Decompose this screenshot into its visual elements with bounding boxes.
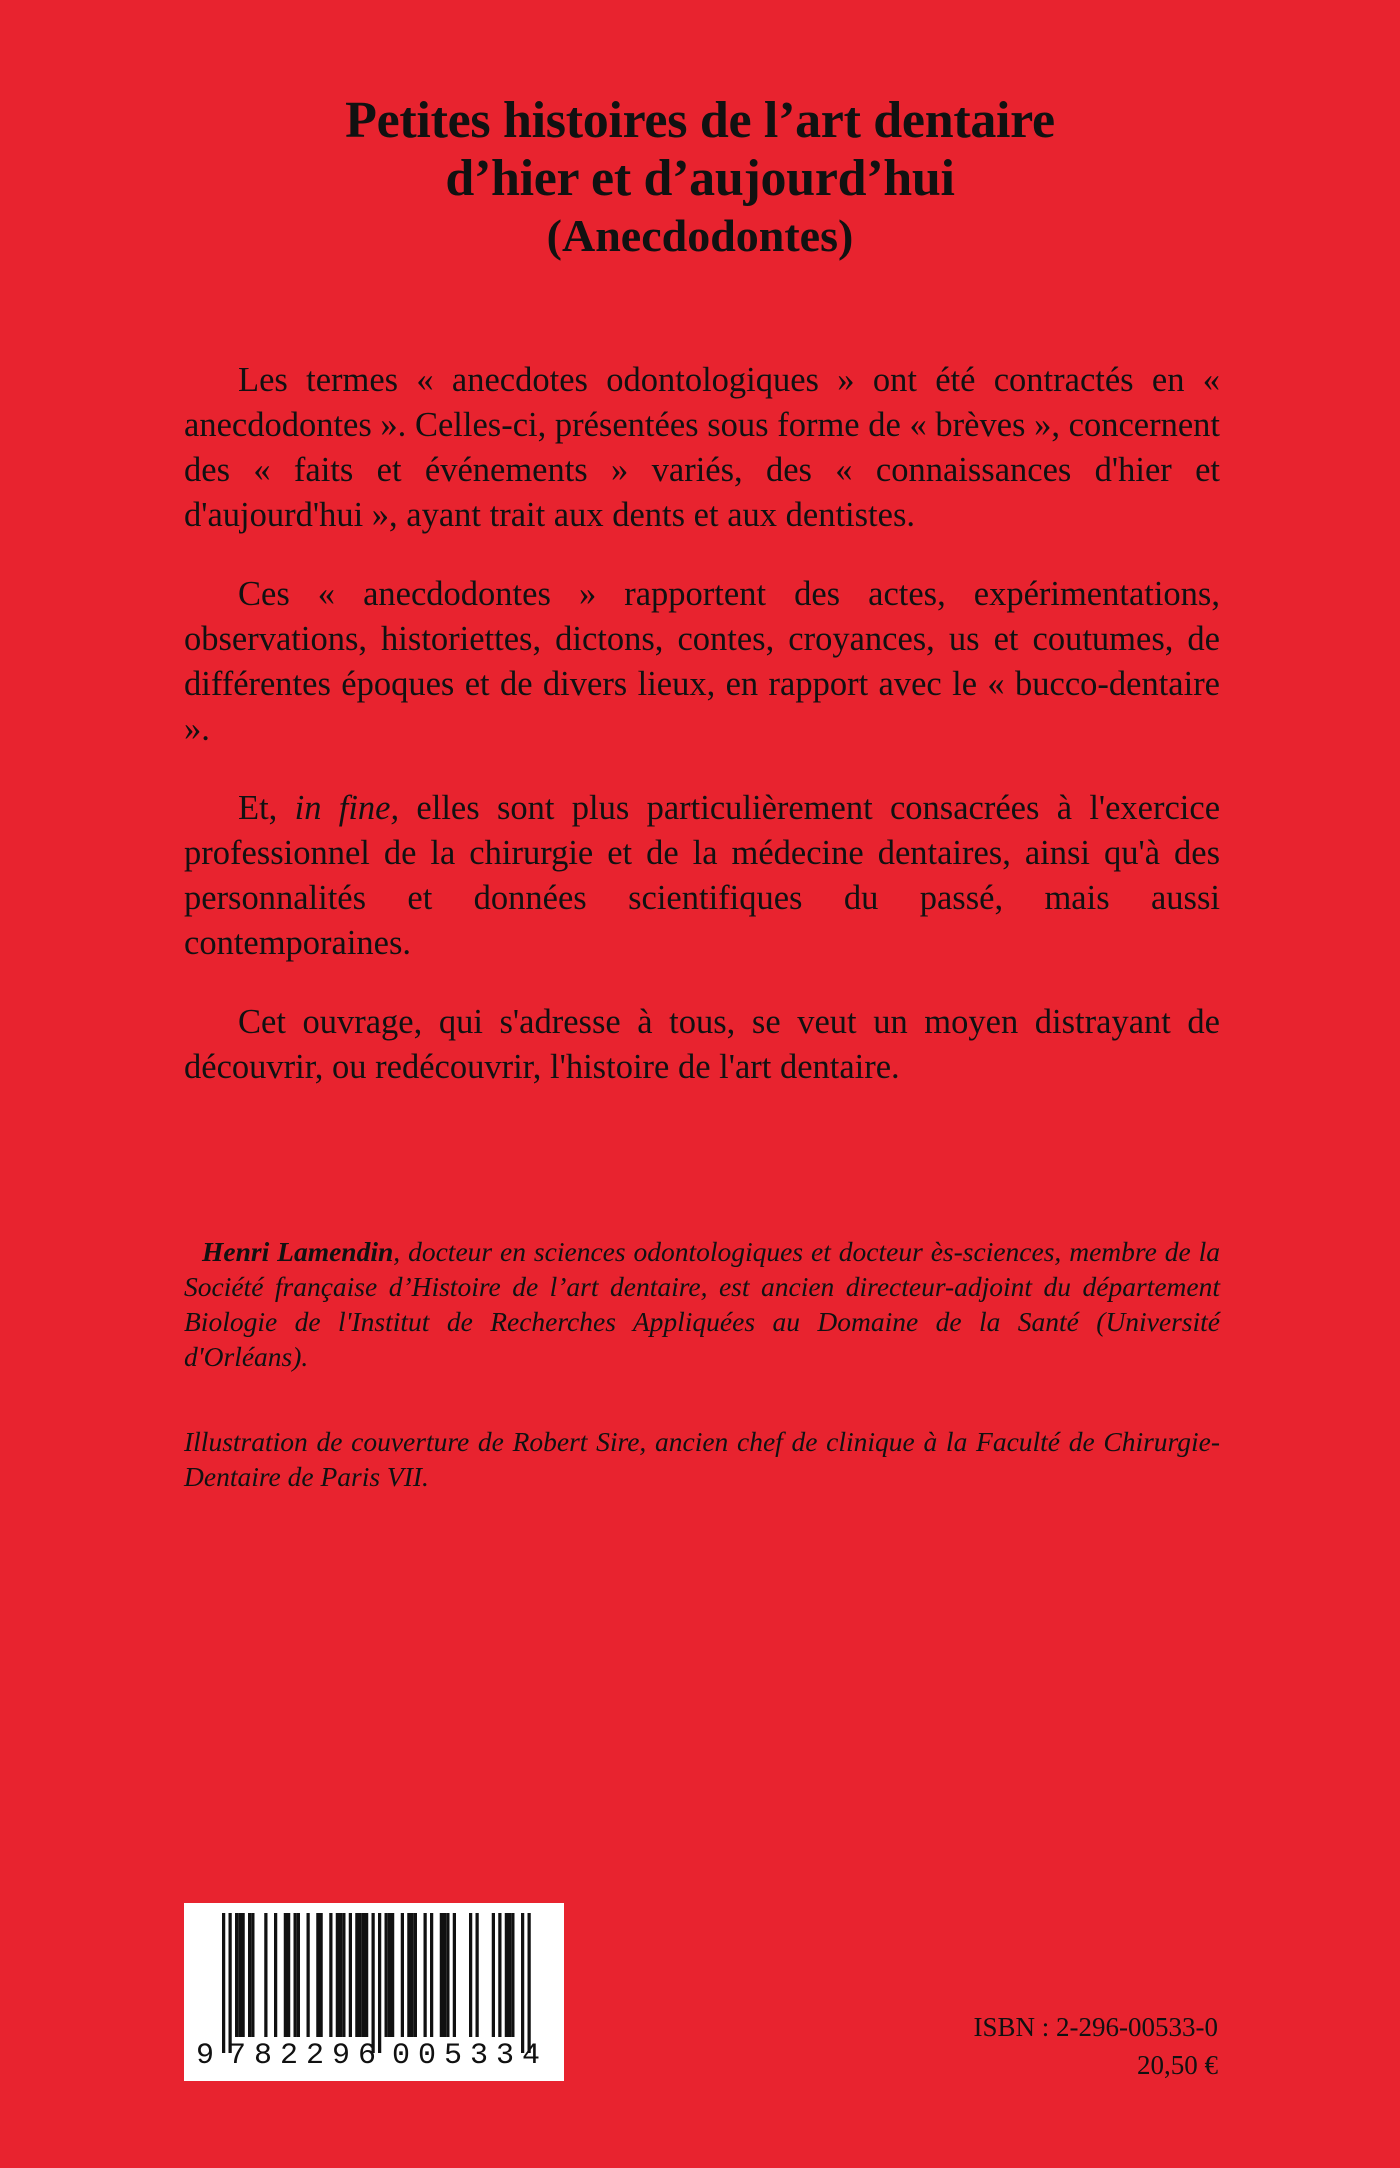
barcode-bar bbox=[355, 1913, 358, 2037]
author-name: Henri Lamendin bbox=[202, 1236, 394, 1267]
barcode-bar bbox=[222, 1913, 225, 2053]
barcode-bar bbox=[528, 1913, 531, 2053]
paragraph-3-rest: elles sont plus particulièrement consacrées à l'exercice professionnel de la chirurgie et de la médecine dentaires, ainsi qu'à des personnalités et données scientifiques du passé, mais aussi contemporaines. bbox=[184, 789, 1221, 962]
book-title-line-1: Petites histoires de l’art dentaire bbox=[345, 92, 1055, 149]
barcode-bar bbox=[274, 1913, 277, 2037]
title-block bbox=[0, 92, 1400, 262]
barcode-bar bbox=[229, 1913, 232, 2053]
barcode-bar bbox=[388, 1913, 391, 2037]
barcode-bar bbox=[316, 1913, 319, 2037]
barcode-bar bbox=[391, 1913, 394, 2037]
barcode-bar bbox=[446, 1913, 449, 2037]
barcode-bar bbox=[339, 1913, 342, 2037]
barcode-bar bbox=[521, 1913, 524, 2053]
barcode-bar bbox=[443, 1913, 446, 2037]
barcode-bar bbox=[407, 1913, 410, 2037]
isbn-number: ISBN : 2-296-00533-0 bbox=[973, 2012, 1218, 2042]
barcode-bar bbox=[238, 1913, 241, 2037]
barcode-bar bbox=[414, 1913, 417, 2037]
barcode-bar bbox=[440, 1913, 443, 2037]
book-subtitle: (Anecdodontes) bbox=[546, 210, 854, 262]
blurb-paragraph-1: Les termes « anecdotes odontologiques » ont été contractés en « anecdodontes ». Celles-ci, présentées sous forme de « brèves », concernent des « faits et événements » variés, des « connaissances d'hier et d'aujourd'hui », ayant trait aux dents et aux dentistes. bbox=[184, 361, 1220, 534]
illustration-credit: Illustration de couverture de Robert Sire, ancien chef de clinique à la Faculté de Chirurgie-Dentaire de Paris VII. bbox=[184, 1426, 1220, 1492]
paragraph-3-start: Et, bbox=[238, 789, 295, 827]
barcode-bar bbox=[372, 1913, 375, 2053]
barcode-bar bbox=[511, 1913, 514, 2037]
barcode-bar bbox=[349, 1913, 352, 2037]
barcode-bar bbox=[401, 1913, 404, 2037]
barcode-bar bbox=[284, 1913, 287, 2037]
barcode-bar bbox=[505, 1913, 508, 2037]
book-title-line-2: d’hier et d’aujourd’hui bbox=[445, 150, 955, 208]
barcode-bar bbox=[424, 1913, 427, 2037]
barcode-left-digits: 782296 bbox=[228, 2039, 376, 2073]
paragraph-3-italic: in fine, bbox=[294, 789, 400, 827]
barcode-bar bbox=[329, 1913, 332, 2037]
barcode-bar bbox=[362, 1913, 365, 2037]
barcode-bar bbox=[385, 1913, 388, 2037]
barcode-bar bbox=[411, 1913, 414, 2037]
barcode-bar bbox=[359, 1913, 362, 2037]
barcode-bar bbox=[378, 1913, 381, 2053]
barcode-bar bbox=[498, 1913, 501, 2037]
barcode-bar bbox=[287, 1913, 290, 2037]
barcode-bar bbox=[508, 1913, 511, 2037]
barcode-graphic bbox=[184, 1903, 564, 2081]
author-bio bbox=[184, 1234, 1220, 1374]
barcode-bar bbox=[251, 1913, 254, 2037]
barcode-bar bbox=[476, 1913, 479, 2037]
barcode-bar bbox=[365, 1913, 368, 2037]
barcode-bar bbox=[430, 1913, 433, 2037]
barcode-right-digits: 005334 bbox=[392, 2039, 540, 2073]
barcode-bar bbox=[297, 1913, 300, 2037]
barcode-bar bbox=[242, 1913, 245, 2037]
author-bio-text: , docteur en sciences odontologiques et docteur ès-sciences, membre de la Société française d’Histoire de l’art dentaire, est ancien directeur-adjoint du département Biologie de l'Institut de Recherches Appliquées au Domaine de la Santé (Université d'Orléans). bbox=[184, 1236, 1220, 1372]
barcode-bar bbox=[342, 1913, 345, 2037]
isbn-price-block bbox=[974, 2008, 1219, 2084]
blurb-paragraph-4: Cet ouvrage, qui s'adresse à tous, se veut un moyen distrayant de découvrir, ou redécouvrir, l'histoire de l'art dentaire. bbox=[184, 1003, 1220, 1086]
blurb-paragraph-2: Ces « anecdodontes » rapportent des actes, expérimentations, observations, historiettes, dictons, contes, croyances, us et coutumes, de différentes époques et de divers lieux, en rapport avec le « bucco-dentaire ». bbox=[184, 575, 1220, 748]
barcode-bar bbox=[469, 1913, 472, 2037]
barcode-bar bbox=[235, 1913, 238, 2037]
barcode-bars bbox=[222, 1913, 531, 2053]
barcode-bar bbox=[248, 1913, 251, 2037]
blurb-paragraph-3 bbox=[184, 786, 1220, 966]
barcode-bar bbox=[307, 1913, 310, 2037]
barcode-bar bbox=[336, 1913, 339, 2037]
barcode-bar bbox=[320, 1913, 323, 2037]
barcode-bar bbox=[294, 1913, 297, 2037]
barcode-bar bbox=[492, 1913, 495, 2037]
barcode-bar bbox=[264, 1913, 267, 2037]
barcode bbox=[184, 1903, 564, 2081]
barcode-bar bbox=[453, 1913, 456, 2037]
barcode-first-digit: 9 bbox=[196, 2039, 215, 2073]
price: 20,50 € bbox=[1137, 2050, 1218, 2080]
